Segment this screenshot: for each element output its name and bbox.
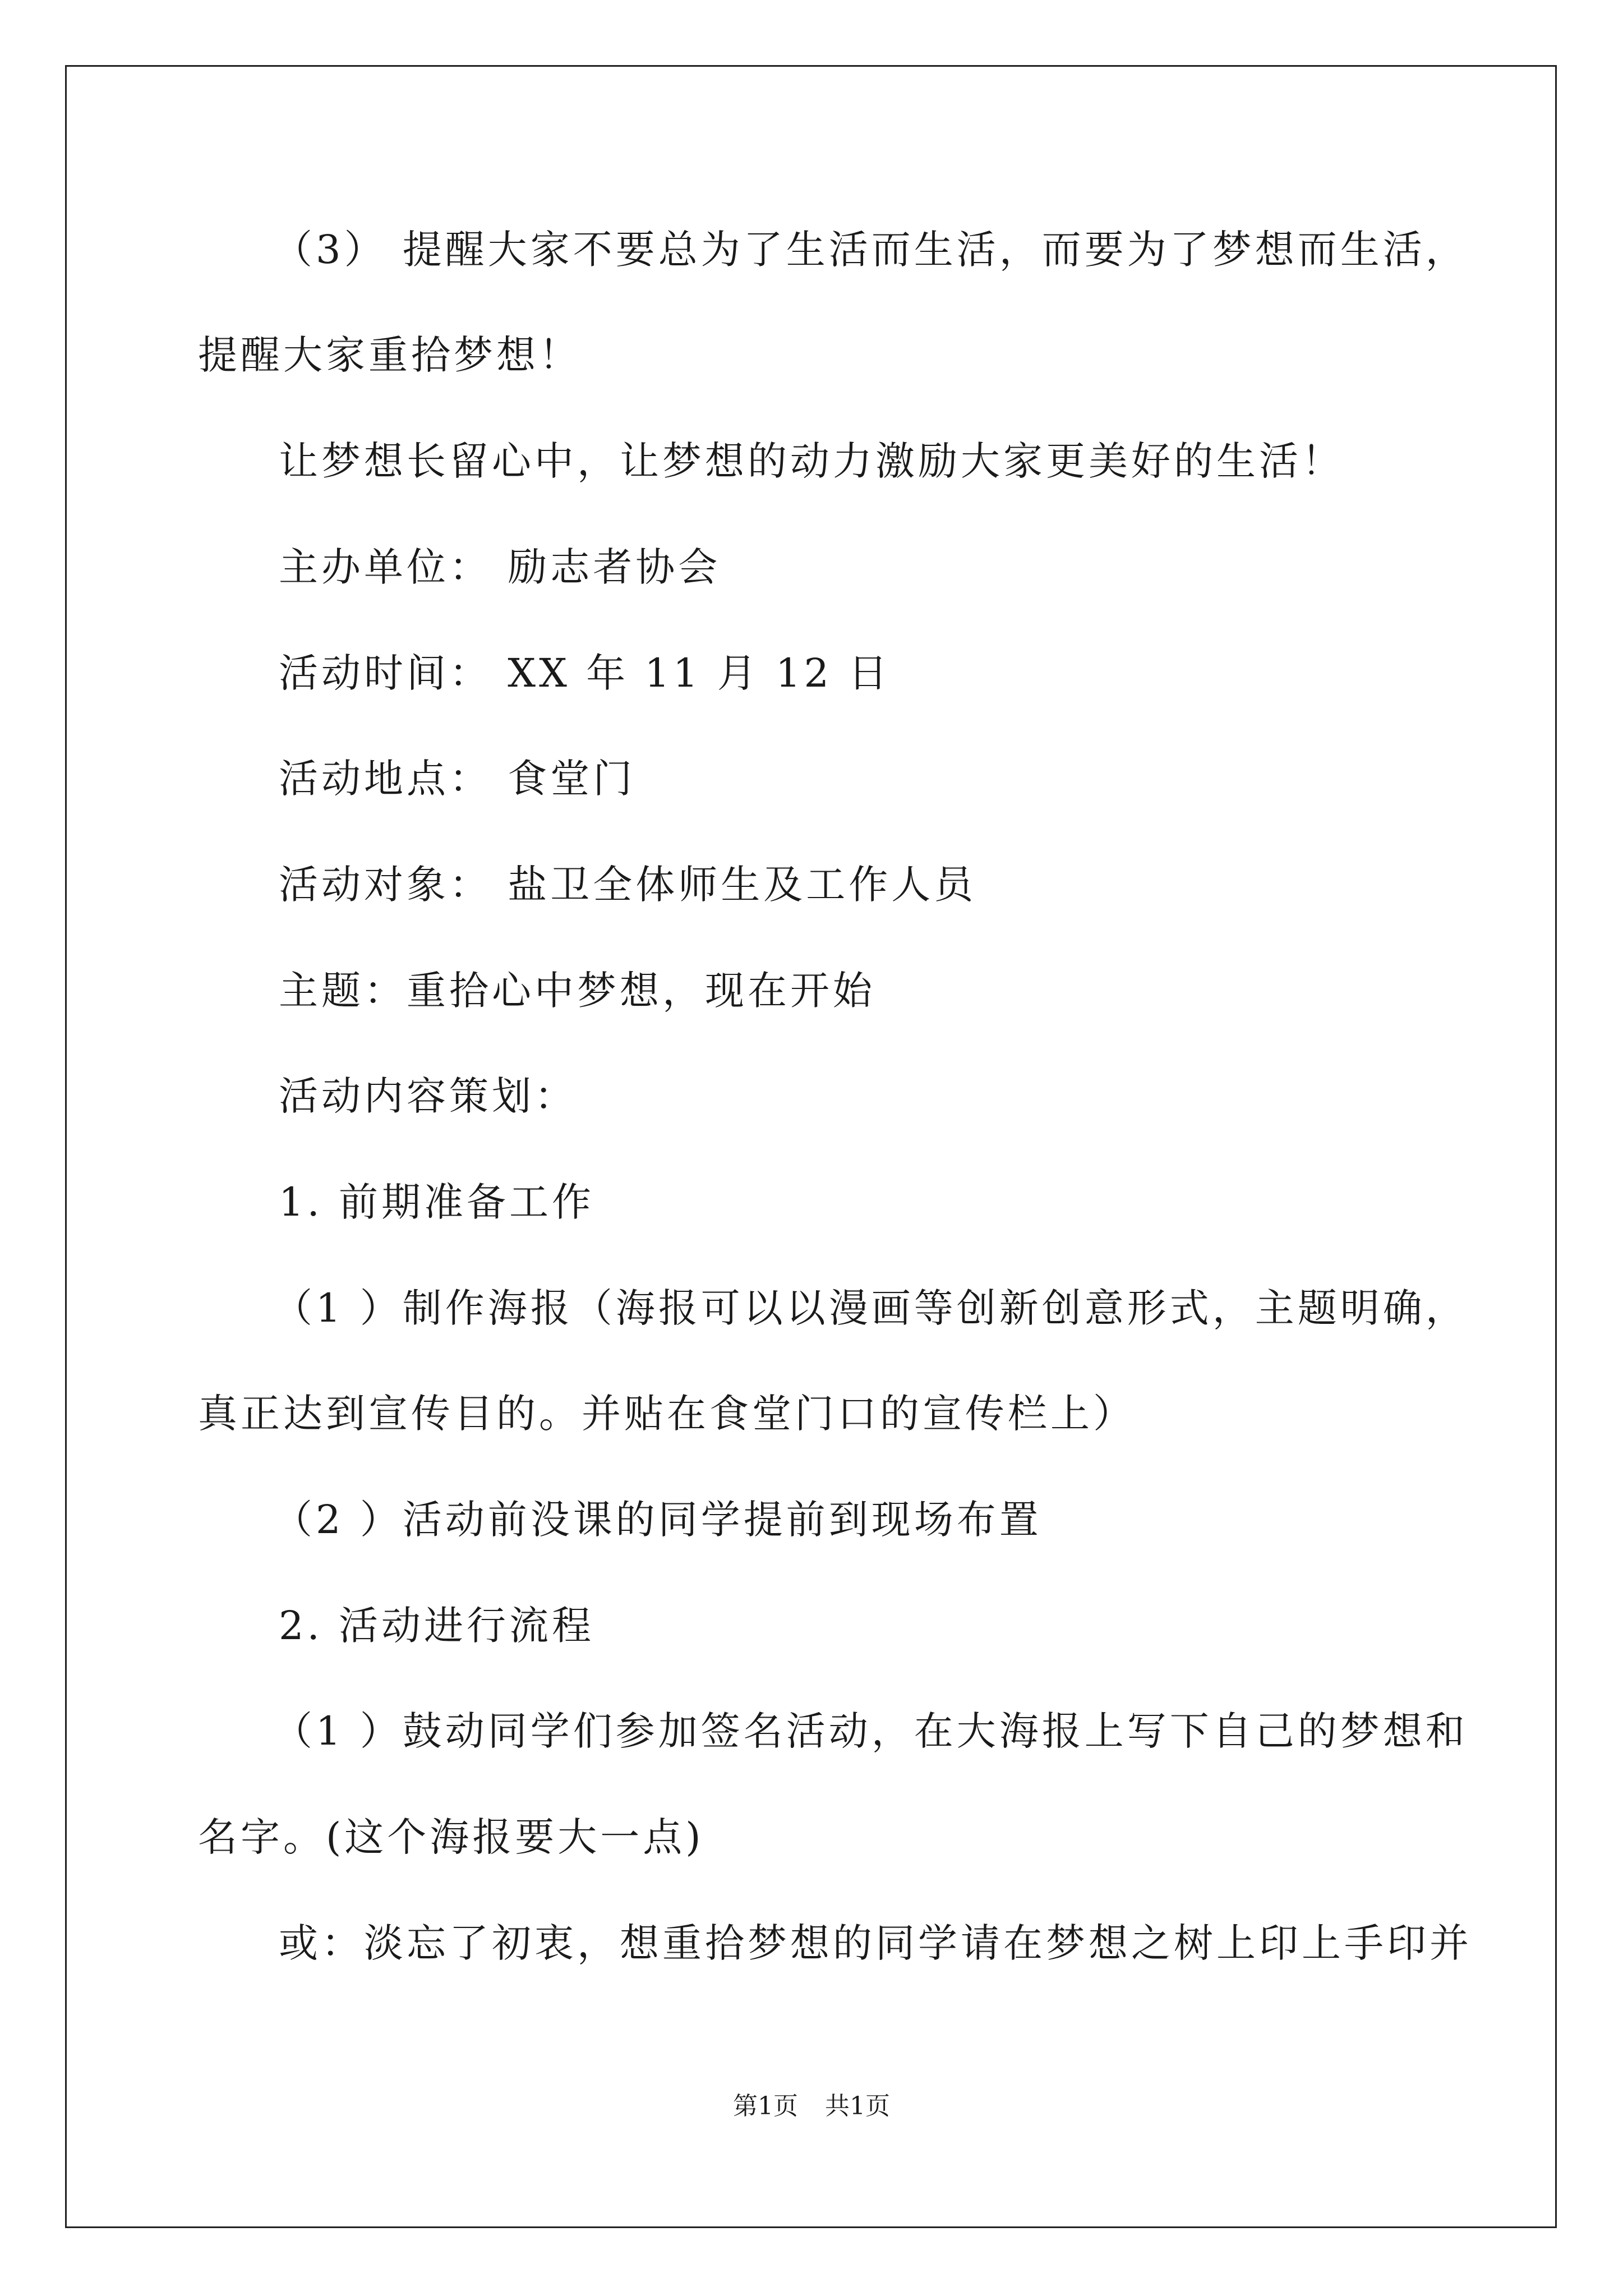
page-number: 第1页 <box>733 2092 798 2120</box>
event-location-line: 活动地点： 食堂门 <box>279 756 636 802</box>
alternative-dream-tree: 或：淡忘了初衷，想重拾梦想的同学请在梦想之树上印上手印并 <box>279 1920 1472 1966</box>
section-2-heading: 2. 活动进行流程 <box>279 1603 595 1649</box>
item-1-poster: （1 ）制作海报（海报可以以漫画等创新创意形式，主题明确， <box>273 1285 1468 1331</box>
event-audience-line: 活动对象： 盐卫全体师生及工作人员 <box>279 862 977 908</box>
event-time-line: 活动时间： XX 年 11 月 12 日 <box>279 650 891 696</box>
paragraph-3-remind: （3） 提醒大家不要总为了生活而生活，而要为了梦想而生活， <box>273 227 1468 273</box>
page-frame <box>65 65 1557 2228</box>
section-1-heading: 1. 前期准备工作 <box>279 1179 595 1225</box>
paragraph-3-remind-cont: 提醒大家重拾梦想！ <box>198 332 582 378</box>
content-plan-heading: 活动内容策划： <box>279 1073 577 1119</box>
item-1-signature: （1 ）鼓动同学们参加签名活动，在大海报上写下自己的梦想和 <box>273 1708 1468 1754</box>
item-1-poster-cont: 真正达到宣传目的。并贴在食堂门口的宣传栏上） <box>198 1391 1136 1437</box>
theme-line: 主题：重拾心中梦想，现在开始 <box>279 968 875 1014</box>
item-2-setup: （2 ）活动前没课的同学提前到现场布置 <box>273 1497 1042 1543</box>
page-footer <box>0 2090 1623 2123</box>
item-1-signature-cont: 名字。(这个海报要大一点) <box>198 1814 704 1860</box>
page-total: 共1页 <box>825 2092 890 2120</box>
paragraph-dream-motivation: 让梦想长留心中，让梦想的动力激励大家更美好的生活！ <box>279 438 1344 484</box>
organizer-line: 主办单位： 励志者协会 <box>279 544 721 590</box>
